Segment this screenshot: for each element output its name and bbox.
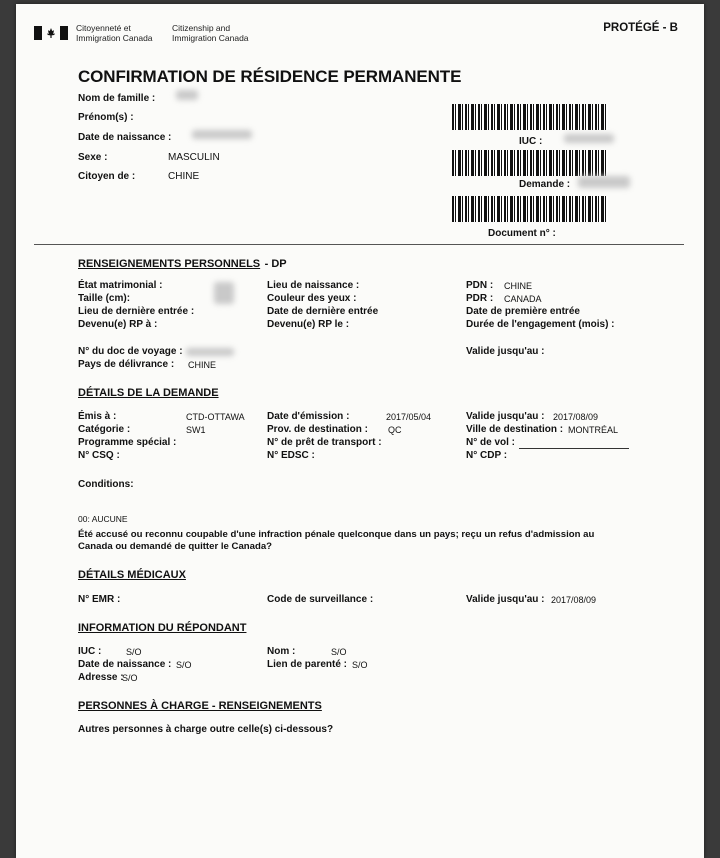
document-barcode — [452, 196, 608, 222]
sponsor-dob-value: S/O — [176, 660, 192, 670]
pays-delivrance-label: Pays de délivrance : — [78, 359, 175, 370]
sponsor-adresse-value: S/O — [122, 673, 138, 683]
dept-en-line1: Citizenship and — [172, 23, 231, 33]
ville-label: Ville de destination : — [466, 424, 564, 435]
request-heading: DÉTAILS DE LA DEMANDE — [78, 387, 219, 399]
edsc-label: N° EDSC : — [267, 450, 315, 461]
demande-barcode — [452, 150, 608, 176]
devenu-rp-le-label: Devenu(e) RP le : — [267, 319, 350, 330]
redacted-demande — [578, 176, 630, 188]
citoyen-label: Citoyen de : — [78, 171, 136, 182]
devenu-rp-a-label: Devenu(e) RP à : — [78, 319, 158, 330]
prenom-label: Prénom(s) : — [78, 112, 134, 123]
redacted-dob — [192, 130, 252, 139]
sponsor-nom-value: S/O — [331, 647, 347, 657]
iuc-barcode — [452, 104, 608, 130]
citoyen-value: CHINE — [168, 171, 200, 182]
redacted-doc-voyage — [186, 348, 234, 356]
categorie-value: SW1 — [186, 425, 206, 435]
conditions-label: Conditions: — [78, 479, 134, 490]
sponsor-adresse-label: Adresse : — [78, 672, 124, 683]
dependants-heading: PERSONNES À CHARGE - RENSEIGNEMENTS — [78, 700, 322, 712]
date-premiere-label: Date de première entrée — [466, 306, 580, 317]
pret-label: N° de prêt de transport : — [267, 437, 382, 448]
pdn-value: CHINE — [504, 281, 533, 291]
redacted-iuc — [564, 134, 614, 143]
medical-valide-value: 2017/08/09 — [551, 595, 597, 605]
doc-voyage-label: N° du doc de voyage : — [78, 346, 183, 357]
sponsor-lien-value: S/O — [352, 660, 368, 670]
date-emission-label: Date d'émission : — [267, 411, 350, 422]
csq-label: N° CSQ : — [78, 450, 120, 461]
classification-label: PROTÉGÉ - B — [603, 22, 678, 34]
redacted-taille — [214, 282, 234, 304]
medical-heading: DÉTAILS MÉDICAUX — [78, 569, 186, 581]
lieu-naissance-label: Lieu de naissance : — [267, 280, 360, 291]
programme-label: Programme spécial : — [78, 437, 177, 448]
sponsor-dob-label: Date de naissance : — [78, 659, 172, 670]
personal-heading-suffix: - DP — [264, 258, 287, 270]
ville-value: MONTRÉAL — [568, 425, 619, 435]
dept-en-line2: Immigration Canada — [172, 33, 249, 43]
sponsor-iuc-value: S/O — [126, 647, 142, 657]
emr-label: N° EMR : — [78, 594, 121, 605]
question-line1: Été accusé ou reconnu coupable d'une infraction pénale quelconque dans un pays; reçu un refus d'admission au — [78, 529, 595, 540]
request-valide-value: 2017/08/09 — [553, 412, 599, 422]
pdn-label: PDN : — [466, 280, 494, 291]
sponsor-nom-label: Nom : — [267, 646, 296, 657]
sponsor-heading: INFORMATION DU RÉPONDANT — [78, 622, 247, 634]
prov-label: Prov. de destination : — [267, 424, 368, 435]
personal-heading-text: RENSEIGNEMENTS PERSONNELS — [78, 258, 261, 270]
canada-flag-icon — [34, 26, 68, 40]
pays-delivrance-value: CHINE — [188, 360, 217, 370]
date-emission-value: 2017/05/04 — [386, 412, 432, 422]
iuc-label: IUC : — [519, 136, 543, 147]
demande-label: Demande : — [519, 179, 571, 190]
nom-label: Nom de famille : — [78, 93, 156, 104]
categorie-label: Catégorie : — [78, 424, 131, 435]
dob-label: Date de naissance : — [78, 132, 172, 143]
dept-name-en — [172, 23, 249, 43]
pdr-label: PDR : — [466, 293, 494, 304]
duree-label: Durée de l'engagement (mois) : — [466, 319, 615, 330]
conditions-value: 00: AUCUNE — [78, 514, 128, 524]
sexe-value: MASCULIN — [168, 152, 220, 163]
prov-value: QC — [388, 425, 402, 435]
dept-name-fr — [76, 23, 153, 43]
lieu-entree-label: Lieu de dernière entrée : — [78, 306, 195, 317]
yeux-label: Couleur des yeux : — [267, 293, 357, 304]
document-title: CONFIRMATION DE RÉSIDENCE PERMANENTE — [78, 67, 462, 86]
pdr-value: CANADA — [504, 294, 542, 304]
surveillance-label: Code de surveillance : — [267, 594, 374, 605]
emis-label: Émis à : — [78, 411, 117, 422]
redacted-nom — [176, 90, 198, 100]
dept-fr-line1: Citoyenneté et — [76, 23, 131, 33]
personal-heading — [78, 254, 287, 272]
sexe-label: Sexe : — [78, 152, 108, 163]
etat-label: État matrimonial : — [78, 280, 163, 291]
document-page — [16, 4, 704, 858]
date-derniere-label: Date de dernière entrée — [267, 306, 379, 317]
travel-doc-valide-label: Valide jusqu'au : — [466, 346, 545, 357]
sponsor-iuc-label: IUC : — [78, 646, 102, 657]
document-label: Document n° : — [488, 228, 556, 239]
medical-valide-label: Valide jusqu'au : — [466, 594, 545, 605]
vol-underline — [519, 448, 629, 449]
request-valide-label: Valide jusqu'au : — [466, 411, 545, 422]
emis-value: CTD-OTTAWA — [186, 412, 245, 422]
question-line2: Canada ou demandé de quitter le Canada? — [78, 541, 273, 552]
header-divider — [34, 244, 684, 245]
vol-label: N° de vol : — [466, 437, 516, 448]
taille-label: Taille (cm): — [78, 293, 131, 304]
sponsor-lien-label: Lien de parenté : — [267, 659, 348, 670]
dept-fr-line2: Immigration Canada — [76, 33, 153, 43]
cdp-label: N° CDP : — [466, 450, 508, 461]
dependants-question: Autres personnes à charge outre celle(s) ci-dessous? — [78, 724, 334, 735]
